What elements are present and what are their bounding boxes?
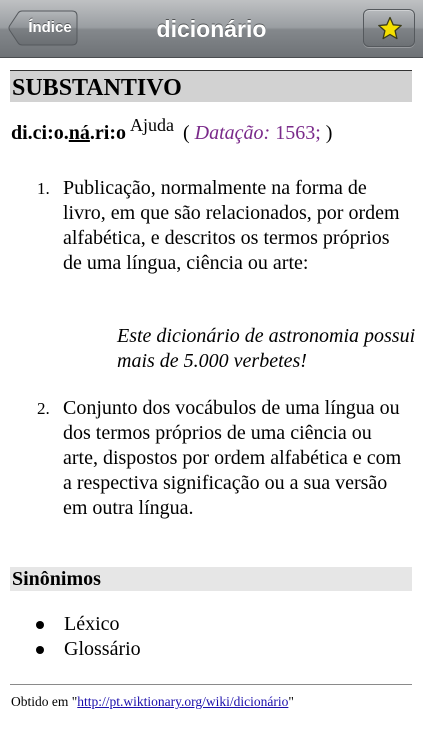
synonym-link[interactable]: Glossário [64,638,141,660]
sense-text: Conjunto dos vocábulos de uma língua ou dos termos próprios de uma ciência ou arte, dispostos por ordem alfabética e com a respectiva significação ou a sua versão em outra língua. [63,397,402,519]
bullet-icon [36,646,44,654]
source-link[interactable]: http://pt.wiktionary.org/wiki/dicionário [77,694,289,709]
sense-2 [37,396,407,556]
page-title: dicionário [156,16,267,42]
source-footer [11,694,413,710]
headword-part-a: di.ci:o. [11,122,69,144]
synonyms-header: Sinônimos [10,567,412,591]
sense-number: 1. [37,179,50,198]
headword-stressed-syllable: ná [68,122,90,144]
footer-suffix: " [288,694,294,709]
footer-divider [10,684,412,685]
headword-part-b: .ri:o [89,122,126,144]
footer-prefix: Obtido em " [11,694,78,709]
dating-year: 1563; [275,122,321,144]
help-link[interactable]: Ajuda [130,115,174,135]
paren-open: ( [183,122,190,144]
paren-close: ) [325,122,333,144]
synonym-link[interactable]: Léxico [64,613,120,635]
sense-number: 2. [37,399,50,418]
star-icon [377,16,403,41]
usage-example: Este dicionário de astronomia possui mais de 5.000 verbetes! [117,325,416,372]
navigation-bar [0,0,423,58]
sense-text: Publicação, normalmente na forma de livro, em que são relacionados, por ordem alfabética, e descritos os termos próprios de uma língua, ciência ou arte: [63,177,400,274]
headword-line [11,115,413,145]
part-of-speech-header: SUBSTANTIVO [10,70,412,102]
bullet-icon [36,621,44,629]
headword [11,122,126,144]
sense-1 [37,176,407,306]
back-button-indice[interactable] [8,10,78,46]
favorite-button[interactable] [363,9,415,47]
back-button-label: Índice [28,19,72,36]
dating-label: Datação: [194,122,271,144]
